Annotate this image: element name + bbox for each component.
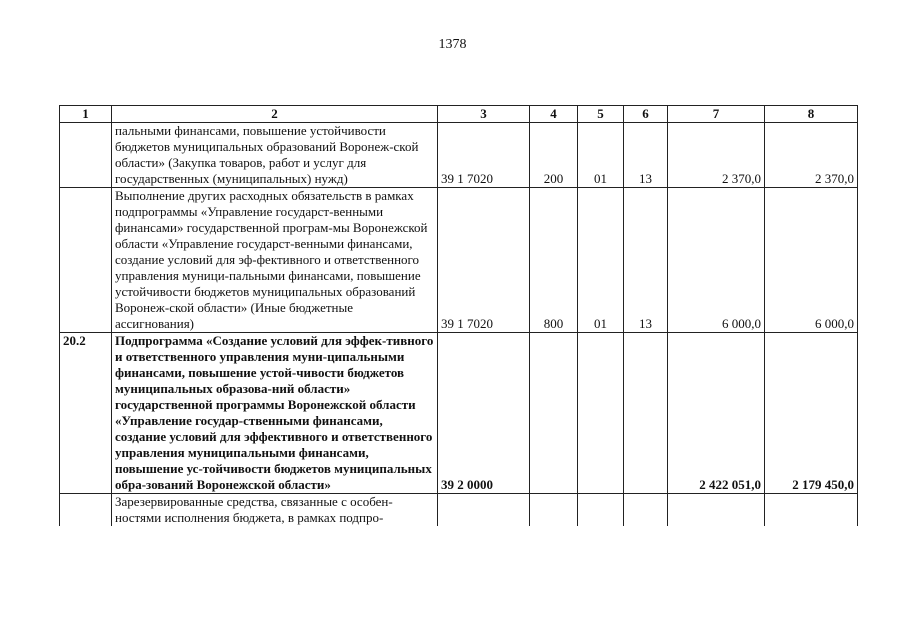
header-col-1: 1	[60, 106, 112, 123]
row-col-4: 200	[530, 123, 578, 188]
row-col-4	[530, 494, 578, 527]
table-row	[60, 333, 858, 494]
table-row	[60, 188, 858, 333]
page-number: 1378	[438, 37, 467, 52]
row-amount-8: 2 179 450,0	[765, 333, 858, 494]
row-amount-8: 6 000,0	[765, 188, 858, 333]
row-number: 20.2	[60, 333, 112, 494]
row-col-5: 01	[578, 123, 624, 188]
row-code	[438, 494, 530, 527]
row-code: 39 1 7020	[438, 188, 530, 333]
row-description: Подпрограмма «Создание условий для эффек-тивного и ответственного управления муни-ципальными финансами, повышение устой-чивости бюджетов муниципальных образова-ний области» государственной программы Воронежской области «Управление государ-ственными финансами, создание условий для эффективного и ответственного управления муниципальными финансами, повышение ус-тойчивости бюджетов муниципальных обра-зований Воронежской области»	[112, 333, 438, 494]
row-col-4	[530, 333, 578, 494]
row-col-6: 13	[624, 123, 668, 188]
header-col-4: 4	[530, 106, 578, 123]
table-row	[60, 123, 858, 188]
row-number	[60, 188, 112, 333]
header-col-3: 3	[438, 106, 530, 123]
row-number	[60, 123, 112, 188]
row-col-6: 13	[624, 188, 668, 333]
row-col-6	[624, 333, 668, 494]
row-amount-8: 2 370,0	[765, 123, 858, 188]
header-col-8: 8	[765, 106, 858, 123]
row-code: 39 1 7020	[438, 123, 530, 188]
row-col-5	[578, 494, 624, 527]
table-row	[60, 494, 858, 527]
row-description: Выполнение других расходных обязательств в рамках подпрограммы «Управление государст-венными финансами» государственной програм-мы Воронежской области «Управление государст-венными финансами, создание условий для эф-фективного и ответственного управления муници-пальными финансами, повышение устойчивости бюджетов муниципальных образований Воронеж-ской области» (Иные бюджетные ассигнования)	[112, 188, 438, 333]
row-amount-7: 6 000,0	[668, 188, 765, 333]
budget-table	[59, 105, 858, 526]
row-amount-7: 2 370,0	[668, 123, 765, 188]
header-col-6: 6	[624, 106, 668, 123]
row-amount-8	[765, 494, 858, 527]
row-description: пальными финансами, повышение устойчивости бюджетов муниципальных образований Воронеж-ской области» (Закупка товаров, работ и услуг для государственных (муниципальных) нужд)	[112, 123, 438, 188]
row-col-4: 800	[530, 188, 578, 333]
row-description: Зарезервированные средства, связанные с особен-ностями исполнения бюджета, в рамках подпро-	[112, 494, 438, 527]
row-amount-7	[668, 494, 765, 527]
table-header-row	[60, 106, 858, 123]
header-col-7: 7	[668, 106, 765, 123]
row-col-6	[624, 494, 668, 527]
row-col-5: 01	[578, 188, 624, 333]
row-code: 39 2 0000	[438, 333, 530, 494]
header-col-2: 2	[112, 106, 438, 123]
row-amount-7: 2 422 051,0	[668, 333, 765, 494]
row-number	[60, 494, 112, 527]
header-col-5: 5	[578, 106, 624, 123]
row-col-5	[578, 333, 624, 494]
